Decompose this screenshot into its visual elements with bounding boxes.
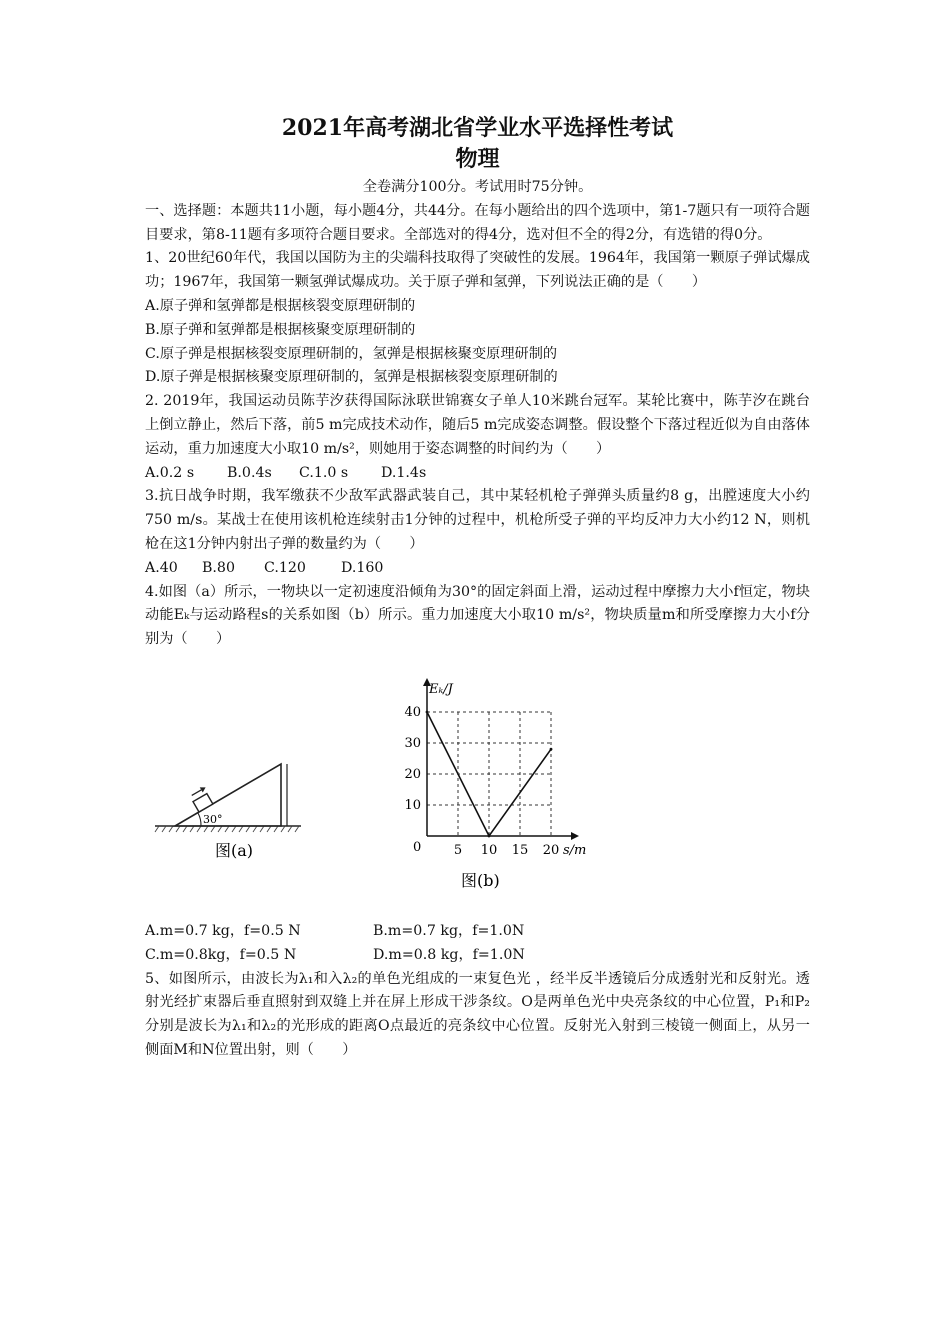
question-2-option-a: A.0.2 s [145, 464, 195, 481]
incline-ground [155, 826, 301, 832]
question-1-option-a: A.原子弹和氢弹都是根据核裂变原理研制的 [145, 297, 416, 314]
chart-y-label: Eₖ/J [429, 681, 453, 697]
x-tick-label: 5 [453, 842, 463, 858]
chart-axes [423, 678, 579, 840]
figure-a-caption: 图(a) [215, 840, 254, 860]
question-4-option-d: D.m=0.8 kg，f=1.0N [373, 946, 525, 963]
question-4-option-b: B.m=0.7 kg，f=1.0N [373, 922, 525, 939]
question-1-option-c: C.原子弹是根据核裂变原理研制的，氢弹是根据核聚变原理研制的 [145, 345, 558, 362]
x-tick-label: 10 [480, 842, 498, 858]
question-4-option-a: A.m=0.7 kg，f=0.5 N [145, 922, 301, 939]
question-4-options-row-1 [145, 920, 810, 944]
y-tick-label: 20 [404, 766, 421, 782]
x-tick-label: 15 [511, 842, 529, 858]
question-4-figures [145, 658, 810, 916]
exam-title: 2021年高考湖北省学业水平选择性考试 [281, 115, 674, 141]
question-3-options [145, 557, 810, 581]
data-point [426, 711, 429, 714]
question-3-stem: 3.抗日战争时期，我军缴获不少敌军武器武装自己，其中某轻机枪子弹弹头质量约8 g，出膛速度大小约750 m/s。某战士在使用该机枪连续射击1分钟的过程中，机枪所受子弹的平均反冲力大小约12 N，则机枪在这1分钟内射出子弹的数量约为（ ） [145, 488, 810, 552]
question-2-stem: 2. 2019年，我国运动员陈芋汐获得国际泳联世锦赛女子单人10米跳台冠军。某轮比赛中，陈芋汐在跳台上倒立静止，然后下落，前5 m完成技术动作，随后5 m完成姿态调整。假设整个下落过程近似为自由落体运动，重力加速度大小取10 m/s²，则她用于姿态调整的时间约为（ ） [145, 393, 810, 457]
data-point [550, 748, 553, 751]
question-2-option-c: C.1.0 s [299, 464, 349, 481]
angle-label: 30° [203, 812, 223, 826]
chart-x-label: s/m [563, 842, 587, 858]
question-1-stem: 1、20世纪60年代，我国以国防为主的尖端科技取得了突破性的发展。1964年，我国第一颗原子弹试爆成功；1967年，我国第一颗氢弹试爆成功。关于原子弹和氢弹，下列说法正确的是（ ） [145, 250, 810, 291]
figure-b-chart [383, 664, 598, 904]
exam-page [145, 112, 810, 1063]
chart-origin-label: 0 [413, 839, 422, 855]
block-icon [189, 785, 215, 812]
question-4-stem: 4.如图（a）所示，一物块以一定初速度沿倾角为30°的固定斜面上滑，运动过程中摩擦力大小f恒定，物块动能Eₖ与运动路程s的关系如图（b）所示。重力加速度大小取10 m/s²，物块质量m和所受摩擦力大小f分别为（ ） [145, 583, 810, 648]
question-2-option-d: D.1.4s [381, 464, 427, 481]
y-tick-label: 30 [404, 735, 421, 751]
question-3-option-b: B.80 [202, 559, 235, 576]
angle-arc [198, 813, 201, 826]
question-3-option-c: C.120 [264, 559, 306, 576]
y-tick-label: 10 [404, 797, 421, 813]
question-4-options-row-2 [145, 944, 810, 968]
incline-slope [175, 764, 281, 826]
question-3-option-a: A.40 [145, 559, 178, 576]
section-intro: 一、选择题：本题共11小题，每小题4分，共44分。在每小题给出的四个选项中，第1-7题只有一项符合题目要求，第8-11题有多项符合题目要求。全部选对的得4分，选对但不全的得2分，有选错的得0分。 [145, 202, 810, 243]
x-tick-label: 20 [542, 842, 560, 858]
figure-a-incline [153, 668, 318, 893]
exam-info: 全卷满分100分。考试用时75分钟。 [362, 179, 593, 195]
question-4-option-c: C.m=0.8kg，f=0.5 N [145, 946, 297, 963]
subject-title: 物理 [455, 146, 500, 172]
question-2-options [145, 462, 810, 486]
question-3-option-d: D.160 [341, 559, 384, 576]
question-5-stem: 5、如图所示，由波长为λ₁和入λ₂的单色光组成的一束复色光 ，经半反半透镜后分成透射光和反射光。透射光经扩束器后垂直照射到双缝上并在屏上形成干涉条纹。O是两单色光中央亮条纹的中心位置，P₁和P₂分别是波长为λ₁和λ₂的光形成的距离O点最近的亮条纹中心位置。反射光入射到三棱镜一侧面上，从另一侧面M和N位置出射，则（ ） [145, 970, 810, 1058]
question-1-option-d: D.原子弹是根据核聚变原理研制的，氢弹是根据核裂变原理研制的 [145, 369, 558, 386]
x-axis-arrow [571, 832, 579, 840]
y-tick-label: 40 [404, 704, 421, 720]
question-1-option-b: B.原子弹和氢弹都是根据核聚变原理研制的 [145, 321, 416, 338]
question-2-option-b: B.0.4s [227, 464, 272, 481]
data-point [488, 835, 491, 838]
figure-b-caption: 图(b) [461, 870, 500, 890]
